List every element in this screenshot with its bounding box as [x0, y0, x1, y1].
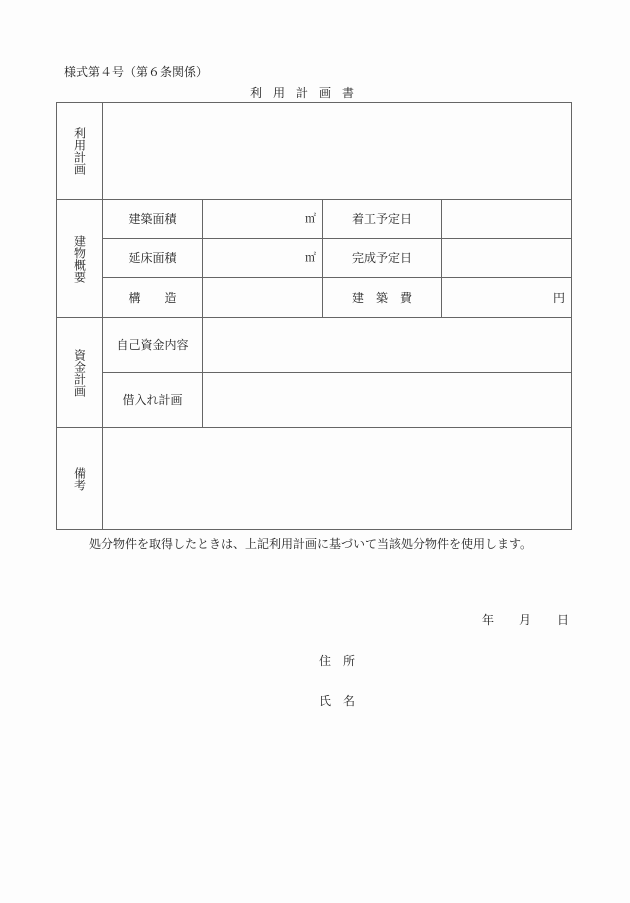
own-funds-label: 自己資金内容 — [116, 338, 189, 352]
section-label-building-overview: 建物概要 — [72, 234, 87, 283]
address-label: 住 所 — [319, 654, 356, 668]
section-label-usage-plan: 利用計画 — [72, 127, 87, 175]
usage-plan-field[interactable] — [103, 103, 571, 199]
completion-date-label: 完成予定日 — [351, 251, 412, 265]
building-area-label: 建築面積 — [128, 212, 177, 226]
month-label: 月 — [519, 613, 532, 627]
own-funds-field[interactable] — [203, 318, 571, 372]
section-label-funding-plan: 資金計画 — [72, 348, 87, 397]
construction-cost-label: 建 築 費 — [351, 290, 412, 305]
start-date-label: 着工予定日 — [351, 212, 412, 226]
year-label: 年 — [482, 613, 495, 627]
remarks-field[interactable] — [103, 428, 571, 529]
address-field[interactable] — [370, 653, 570, 669]
section-label-remarks: 備考 — [72, 466, 87, 491]
day-label: 日 — [557, 613, 570, 627]
square-meter-unit: ㎡ — [305, 251, 316, 264]
floor-area-label: 延床面積 — [128, 251, 177, 265]
borrowing-plan-label: 借入れ計画 — [122, 393, 183, 407]
construction-cost-field[interactable] — [442, 278, 571, 317]
declaration-statement: 処分物件を取得したときは、上記利用計画に基づいて当該処分物件を使用します。 — [89, 537, 533, 551]
building-area-field[interactable] — [203, 200, 322, 238]
yen-unit: 円 — [552, 290, 565, 305]
name-field[interactable] — [370, 693, 570, 709]
start-date-field[interactable] — [442, 200, 571, 238]
square-meter-unit: ㎡ — [305, 212, 316, 225]
name-label: 氏 名 — [319, 694, 356, 708]
floor-area-field[interactable] — [203, 239, 322, 277]
form-number: 様式第４号（第６条関係） — [64, 65, 209, 79]
completion-date-field[interactable] — [442, 239, 571, 277]
document-title: 利用計画書 — [250, 86, 366, 100]
structure-label: 構 造 — [128, 290, 177, 305]
structure-field[interactable] — [203, 278, 322, 317]
borrowing-plan-field[interactable] — [203, 373, 571, 427]
